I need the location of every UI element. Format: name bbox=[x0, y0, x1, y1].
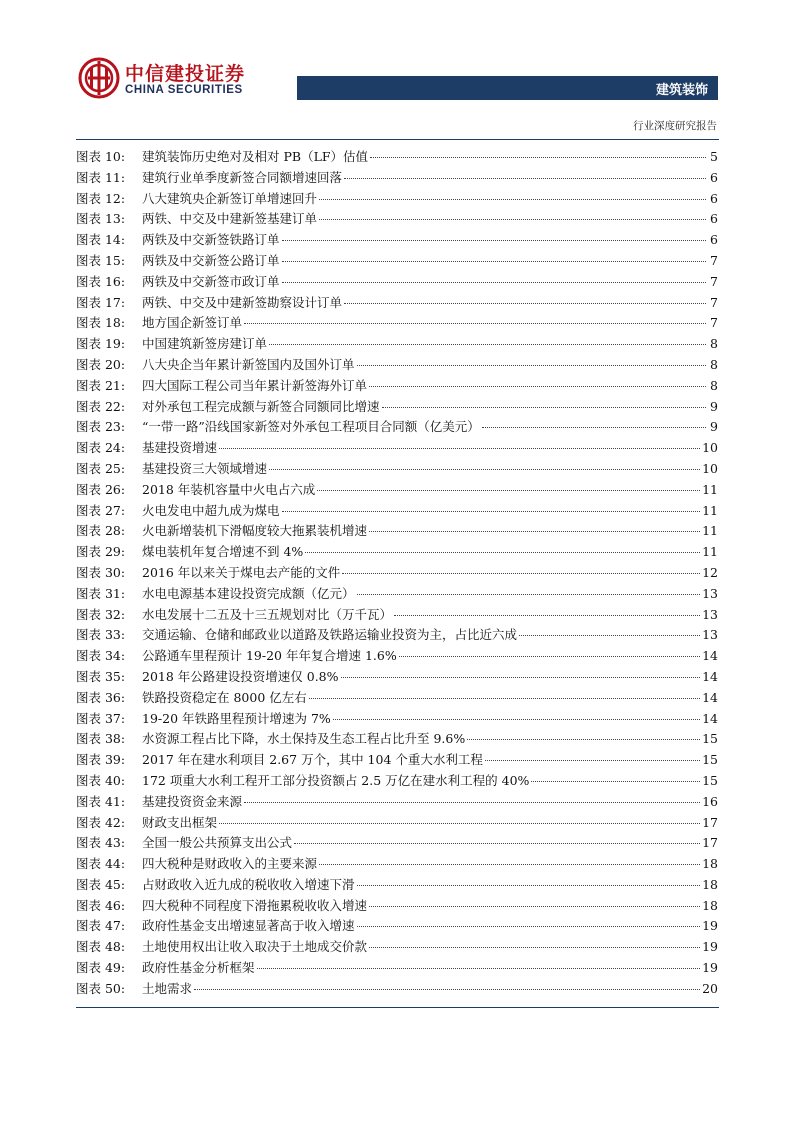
toc-entry-page: 11 bbox=[702, 502, 718, 518]
toc-entry-title: 水电发展十二五及十三五规划对比（万千瓦） bbox=[142, 606, 393, 622]
toc-entry-title: 火电新增装机下滑幅度较大拖累装机增速 bbox=[142, 523, 368, 539]
toc-entry-page: 15 bbox=[702, 752, 718, 768]
toc-entry-page: 6 bbox=[710, 211, 718, 227]
toc-leader-dots bbox=[319, 219, 706, 220]
company-logo bbox=[78, 57, 278, 101]
toc-entry-title: 全国一般公共预算支出公式 bbox=[142, 835, 293, 851]
toc-entry-label: 图表 13: bbox=[76, 211, 126, 227]
toc-entry-label: 图表 41: bbox=[76, 793, 126, 809]
toc-entry-title: 172 项重大水利工程开工部分投资额占 2.5 万亿在建水利工程的 40% bbox=[142, 772, 530, 788]
toc-entry-page: 17 bbox=[702, 835, 718, 851]
toc-entry[interactable] bbox=[76, 480, 718, 501]
toc-entry-page: 8 bbox=[710, 356, 718, 372]
toc-entry-title: 土地使用权出让收入取决于土地成交价款 bbox=[142, 939, 368, 955]
toc-entry-page: 10 bbox=[702, 440, 718, 456]
toc-entry-title: 铁路投资稳定在 8000 亿左右 bbox=[142, 689, 307, 705]
footer-divider bbox=[76, 1007, 719, 1008]
toc-entry-page: 6 bbox=[710, 190, 718, 206]
toc-entry[interactable] bbox=[76, 293, 718, 314]
toc-entry[interactable] bbox=[76, 147, 718, 168]
toc-entry-label: 图表 12: bbox=[76, 190, 126, 206]
toc-entry[interactable] bbox=[76, 459, 718, 480]
toc-entry-label: 图表 15: bbox=[76, 252, 126, 268]
toc-entry-page: 18 bbox=[702, 876, 718, 892]
toc-entry-title: 两铁及中交新签市政订单 bbox=[142, 273, 280, 289]
toc-entry[interactable] bbox=[76, 688, 718, 709]
toc-leader-dots bbox=[282, 240, 706, 241]
toc-leader-dots bbox=[219, 448, 700, 449]
toc-entry-title: “一带一路”沿线国家新签对外承包工程项目合同额（亿美元） bbox=[142, 419, 480, 435]
toc-entry[interactable] bbox=[76, 168, 718, 189]
toc-entry-label: 图表 37: bbox=[76, 710, 126, 726]
toc-leader-dots bbox=[244, 323, 706, 324]
toc-entry[interactable] bbox=[76, 916, 718, 937]
toc-leader-dots bbox=[382, 407, 706, 408]
toc-entry[interactable] bbox=[76, 937, 718, 958]
toc-leader-dots bbox=[269, 469, 700, 470]
toc-entry-label: 图表 28: bbox=[76, 523, 126, 539]
toc-entry-label: 图表 31: bbox=[76, 585, 126, 601]
toc-entry[interactable] bbox=[76, 979, 718, 1000]
toc-entry-label: 图表 47: bbox=[76, 918, 126, 934]
toc-leader-dots bbox=[467, 739, 700, 740]
toc-entry-label: 图表 24: bbox=[76, 440, 126, 456]
toc-leader-dots bbox=[344, 178, 706, 179]
toc-entry[interactable] bbox=[76, 646, 718, 667]
toc-entry-title: 四大国际工程公司当年累计新签海外订单 bbox=[142, 377, 368, 393]
toc-entry[interactable] bbox=[76, 355, 718, 376]
toc-entry-label: 图表 17: bbox=[76, 294, 126, 310]
toc-entry-title: 建筑装饰历史绝对及相对 PB（LF）估值 bbox=[142, 149, 369, 164]
toc-entry-title: 水电电源基本建设投资完成额（亿元） bbox=[142, 585, 355, 601]
toc-entry-title: 火电发电中超九成为煤电 bbox=[142, 502, 280, 518]
toc-entry-page: 6 bbox=[710, 169, 718, 185]
toc-entry[interactable] bbox=[76, 438, 718, 459]
toc-entry-title: 对外承包工程完成额与新签合同额同比增速 bbox=[142, 398, 380, 414]
toc-entry-title: 地方国企新签订单 bbox=[142, 315, 243, 331]
toc-entry-page: 17 bbox=[702, 814, 718, 830]
toc-leader-dots bbox=[269, 344, 706, 345]
toc-entry[interactable] bbox=[76, 605, 718, 626]
toc-leader-dots bbox=[244, 802, 700, 803]
toc-entry-title: 八大央企当年累计新签国内及国外订单 bbox=[142, 356, 355, 372]
toc-entry[interactable] bbox=[76, 189, 718, 210]
toc-entry-label: 图表 29: bbox=[76, 544, 126, 560]
toc-entry-title: 占财政收入近九成的税收收入增速下滑 bbox=[142, 876, 355, 892]
toc-entry-page: 15 bbox=[702, 731, 718, 747]
toc-entry[interactable] bbox=[76, 709, 718, 730]
toc-entry-page: 14 bbox=[702, 710, 718, 726]
toc-entry-page: 15 bbox=[702, 772, 718, 788]
toc-entry-label: 图表 50: bbox=[76, 980, 126, 996]
toc-entry-title: 两铁、中交及中建新签基建订单 bbox=[142, 211, 318, 227]
industry-tag: 建筑装饰 bbox=[655, 83, 708, 98]
toc-entry-title: 基建投资增速 bbox=[142, 440, 218, 456]
toc-leader-dots bbox=[294, 843, 700, 844]
toc-leader-dots bbox=[357, 365, 706, 366]
toc-entry-title: 煤电装机年复合增速不到 4% bbox=[142, 544, 304, 560]
toc-leader-dots bbox=[357, 594, 701, 595]
toc-entry-label: 图表 11: bbox=[76, 169, 126, 185]
toc-entry[interactable] bbox=[76, 875, 718, 896]
toc-leader-dots bbox=[282, 511, 701, 512]
toc-entry-title: 2017 年在建水利项目 2.67 万个，其中 104 个重大水利工程 bbox=[142, 752, 483, 768]
toc-entry-label: 图表 43: bbox=[76, 835, 126, 851]
toc-entry-page: 7 bbox=[710, 273, 718, 289]
toc-leader-dots bbox=[219, 823, 700, 824]
toc-entry-title: 八大建筑央企新签订单增速回升 bbox=[142, 190, 318, 206]
toc-entry-title: 四大税种不同程度下滑拖累税收收入增速 bbox=[142, 897, 368, 913]
toc-entry-page: 13 bbox=[702, 606, 718, 622]
toc-entry-page: 13 bbox=[702, 627, 718, 643]
toc-entry-page: 19 bbox=[702, 918, 718, 934]
toc-entry-title: 交通运输、仓储和邮政业以道路及铁路运输业投资为主，占比近六成 bbox=[142, 627, 518, 643]
toc-leader-dots bbox=[257, 968, 701, 969]
toc-entry-label: 图表 18: bbox=[76, 315, 126, 331]
toc-leader-dots bbox=[370, 157, 706, 158]
toc-entry-page: 18 bbox=[702, 897, 718, 913]
toc-entry-label: 图表 48: bbox=[76, 939, 126, 955]
toc-leader-dots bbox=[344, 303, 706, 304]
toc-entry[interactable] bbox=[76, 729, 718, 750]
toc-leader-dots bbox=[309, 698, 700, 699]
toc-entry-label: 图表 44: bbox=[76, 856, 126, 872]
toc-entry-title: 政府性基金支出增速显著高于收入增速 bbox=[142, 918, 355, 934]
header-bar bbox=[297, 76, 718, 100]
toc-entry-label: 图表 10: bbox=[76, 149, 126, 164]
toc-entry[interactable] bbox=[76, 272, 718, 293]
toc-entry-label: 图表 16: bbox=[76, 273, 126, 289]
toc-entry-title: 建筑行业单季度新签合同额增速回落 bbox=[142, 169, 343, 185]
toc-entry[interactable] bbox=[76, 854, 718, 875]
toc-entry-label: 图表 26: bbox=[76, 481, 126, 497]
toc-entry-label: 图表 23: bbox=[76, 419, 126, 435]
figure-list bbox=[76, 147, 718, 1000]
toc-entry[interactable] bbox=[76, 792, 718, 813]
toc-entry-label: 图表 38: bbox=[76, 731, 126, 747]
toc-leader-dots bbox=[194, 989, 700, 990]
toc-entry-label: 图表 32: bbox=[76, 606, 126, 622]
toc-entry[interactable] bbox=[76, 417, 718, 438]
toc-entry[interactable] bbox=[76, 958, 718, 979]
toc-entry[interactable] bbox=[76, 584, 718, 605]
toc-entry-label: 图表 49: bbox=[76, 960, 126, 976]
toc-leader-dots bbox=[369, 531, 700, 532]
toc-entry[interactable] bbox=[76, 251, 718, 272]
toc-entry-label: 图表 42: bbox=[76, 814, 126, 830]
toc-entry-title: 中国建筑新签房建订单 bbox=[142, 336, 268, 352]
toc-entry[interactable] bbox=[76, 750, 718, 771]
toc-entry-page: 7 bbox=[710, 252, 718, 268]
toc-entry-page: 14 bbox=[702, 668, 718, 684]
toc-leader-dots bbox=[319, 199, 706, 200]
toc-entry-label: 图表 45: bbox=[76, 876, 126, 892]
toc-entry-title: 土地需求 bbox=[142, 980, 193, 996]
toc-entry-label: 图表 21: bbox=[76, 377, 126, 393]
toc-entry-title: 两铁、中交及中建新签勘察设计订单 bbox=[142, 294, 343, 310]
toc-entry-page: 14 bbox=[702, 648, 718, 664]
toc-entry-title: 政府性基金分析框架 bbox=[142, 960, 255, 976]
toc-entry[interactable] bbox=[76, 313, 718, 334]
toc-entry-title: 2018 年装机容量中火电占六成 bbox=[142, 481, 316, 497]
toc-entry-page: 9 bbox=[710, 419, 718, 435]
logo-english-name: CHINA SECURITIES bbox=[125, 84, 243, 96]
toc-entry[interactable] bbox=[76, 397, 718, 418]
toc-entry-label: 图表 35: bbox=[76, 668, 126, 684]
report-type: 行业深度研究报告 bbox=[633, 120, 717, 132]
toc-entry-label: 图表 14: bbox=[76, 232, 126, 248]
toc-entry-label: 图表 40: bbox=[76, 772, 126, 788]
toc-entry[interactable] bbox=[76, 563, 718, 584]
toc-entry-page: 10 bbox=[702, 460, 718, 476]
toc-leader-dots bbox=[357, 926, 701, 927]
toc-entry[interactable] bbox=[76, 376, 718, 397]
toc-entry-page: 16 bbox=[702, 793, 718, 809]
toc-entry[interactable] bbox=[76, 542, 718, 563]
toc-entry-label: 图表 20: bbox=[76, 356, 126, 372]
toc-entry-label: 图表 33: bbox=[76, 627, 126, 643]
toc-entry[interactable] bbox=[76, 667, 718, 688]
toc-entry-title: 19-20 年铁路里程预计增速为 7% bbox=[142, 710, 331, 726]
toc-entry-page: 9 bbox=[710, 398, 718, 414]
toc-leader-dots bbox=[333, 719, 700, 720]
toc-entry-label: 图表 46: bbox=[76, 897, 126, 913]
toc-entry-page: 20 bbox=[702, 980, 718, 996]
toc-entry[interactable] bbox=[76, 896, 718, 917]
toc-leader-dots bbox=[482, 427, 706, 428]
toc-entry-page: 13 bbox=[702, 585, 718, 601]
toc-leader-dots bbox=[369, 386, 706, 387]
toc-entry[interactable] bbox=[76, 334, 718, 355]
toc-leader-dots bbox=[485, 760, 700, 761]
toc-leader-dots bbox=[531, 781, 700, 782]
toc-entry-page: 7 bbox=[710, 315, 718, 331]
toc-entry-label: 图表 19: bbox=[76, 336, 126, 352]
toc-entry-label: 图表 25: bbox=[76, 460, 126, 476]
toc-entry-page: 6 bbox=[710, 232, 718, 248]
toc-entry[interactable] bbox=[76, 209, 718, 230]
toc-entry-page: 8 bbox=[710, 377, 718, 393]
toc-entry-title: 两铁及中交新签公路订单 bbox=[142, 252, 280, 268]
toc-leader-dots bbox=[399, 656, 700, 657]
toc-leader-dots bbox=[341, 677, 701, 678]
toc-entry[interactable] bbox=[76, 625, 718, 646]
toc-entry-page: 19 bbox=[702, 939, 718, 955]
toc-entry[interactable] bbox=[76, 813, 718, 834]
citic-logo-icon bbox=[78, 57, 120, 99]
toc-entry-page: 12 bbox=[702, 564, 718, 580]
toc-entry-title: 财政支出框架 bbox=[142, 814, 218, 830]
toc-entry-label: 图表 34: bbox=[76, 648, 126, 664]
toc-entry[interactable] bbox=[76, 521, 718, 542]
toc-entry-page: 5 bbox=[710, 149, 718, 164]
toc-entry[interactable] bbox=[76, 501, 718, 522]
toc-entry-title: 水资源工程占比下降，水土保持及生态工程占比升至 9.6% bbox=[142, 731, 466, 747]
toc-entry-label: 图表 27: bbox=[76, 502, 126, 518]
toc-entry[interactable] bbox=[76, 833, 718, 854]
toc-leader-dots bbox=[519, 635, 700, 636]
header-divider bbox=[76, 139, 719, 140]
toc-entry-title: 公路通车里程预计 19-20 年年复合增速 1.6% bbox=[142, 648, 397, 664]
toc-leader-dots bbox=[342, 573, 700, 574]
toc-entry-page: 8 bbox=[710, 336, 718, 352]
toc-entry[interactable] bbox=[76, 771, 718, 792]
toc-entry-label: 图表 36: bbox=[76, 689, 126, 705]
toc-entry-page: 7 bbox=[710, 294, 718, 310]
toc-entry-title: 四大税种是财政收入的主要来源 bbox=[142, 856, 318, 872]
toc-leader-dots bbox=[357, 885, 701, 886]
toc-entry[interactable] bbox=[76, 230, 718, 251]
toc-entry-page: 11 bbox=[702, 523, 718, 539]
toc-entry-title: 两铁及中交新签铁路订单 bbox=[142, 232, 280, 248]
toc-leader-dots bbox=[369, 947, 700, 948]
toc-entry-title: 基建投资三大领域增速 bbox=[142, 460, 268, 476]
toc-leader-dots bbox=[369, 906, 700, 907]
toc-leader-dots bbox=[305, 552, 700, 553]
toc-entry-title: 基建投资资金来源 bbox=[142, 793, 243, 809]
toc-entry-page: 11 bbox=[702, 544, 718, 560]
toc-entry-title: 2018 年公路建设投资增速仅 0.8% bbox=[142, 668, 339, 684]
logo-chinese-name: 中信建投证券 bbox=[125, 63, 246, 85]
toc-leader-dots bbox=[394, 615, 700, 616]
toc-entry-page: 19 bbox=[702, 960, 718, 976]
toc-entry-title: 2016 年以来关于煤电去产能的文件 bbox=[142, 564, 341, 580]
toc-leader-dots bbox=[282, 282, 706, 283]
toc-entry-label: 图表 39: bbox=[76, 752, 126, 768]
toc-entry-label: 图表 30: bbox=[76, 564, 126, 580]
toc-leader-dots bbox=[319, 864, 700, 865]
toc-entry-page: 14 bbox=[702, 689, 718, 705]
toc-leader-dots bbox=[282, 261, 706, 262]
toc-entry-label: 图表 22: bbox=[76, 398, 126, 414]
toc-entry-page: 18 bbox=[702, 856, 718, 872]
toc-leader-dots bbox=[317, 490, 700, 491]
toc-entry-page: 11 bbox=[702, 481, 718, 497]
